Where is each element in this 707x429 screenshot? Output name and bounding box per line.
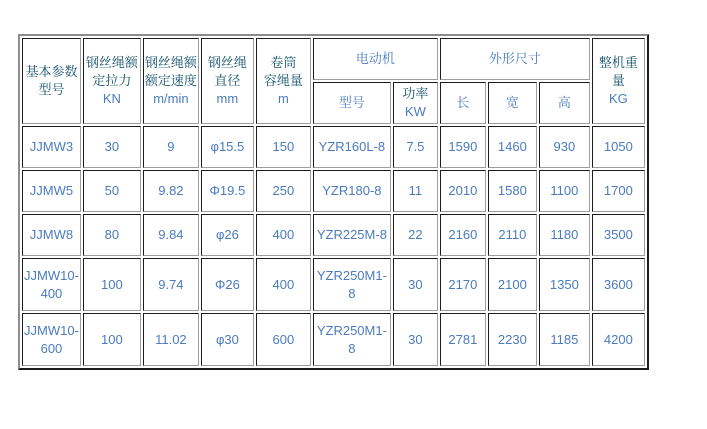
cell-width: 2110 xyxy=(488,214,537,256)
cell-speed: 9.82 xyxy=(143,170,199,212)
header-drum-capacity xyxy=(256,38,311,124)
cell-capacity: 150 xyxy=(256,126,311,168)
cell-width: 1580 xyxy=(488,170,537,212)
cell-speed: 11.02 xyxy=(143,313,199,366)
cell-speed: 9.74 xyxy=(143,258,199,311)
table-row xyxy=(22,126,645,168)
cell-motor-model: YZR250M1-8 xyxy=(313,258,391,311)
header-drum-capacity-line2: 容绳量 xyxy=(263,73,303,88)
cell-model: JJMW10-400 xyxy=(22,258,81,311)
header-rope-diameter-unit: mm xyxy=(216,91,239,106)
header-motor-power: 功率KW xyxy=(393,82,438,124)
cell-pull-kn: 100 xyxy=(83,313,141,366)
table-row xyxy=(22,170,645,212)
cell-length: 2160 xyxy=(440,214,486,256)
spec-table xyxy=(18,34,649,370)
header-height: 高 xyxy=(539,82,590,124)
cell-height: 1185 xyxy=(539,313,590,366)
header-rope-pull-line2: 定拉力KN xyxy=(92,73,132,106)
cell-diameter: Φ26 xyxy=(201,258,254,311)
cell-model: JJMW10-600 xyxy=(22,313,81,366)
cell-capacity: 400 xyxy=(256,214,311,256)
header-total-weight xyxy=(592,38,645,124)
header-rope-pull-line1: 钢丝绳额 xyxy=(85,55,138,70)
cell-speed: 9.84 xyxy=(143,214,199,256)
cell-motor-model: YZR160L-8 xyxy=(313,126,391,168)
cell-weight: 1050 xyxy=(592,126,645,168)
cell-height: 1180 xyxy=(539,214,590,256)
cell-pull-kn: 80 xyxy=(83,214,141,256)
table-row xyxy=(22,313,645,366)
cell-diameter: φ30 xyxy=(201,313,254,366)
header-basic-model xyxy=(22,38,81,124)
header-rope-pull xyxy=(83,38,141,124)
cell-capacity: 600 xyxy=(256,313,311,366)
header-rope-speed-line1: 钢丝绳额 xyxy=(144,55,197,70)
cell-capacity: 250 xyxy=(256,170,311,212)
header-rope-diameter-line2: 直径 xyxy=(214,73,241,88)
cell-pull-kn: 100 xyxy=(83,258,141,311)
spec-table-container xyxy=(18,34,649,370)
cell-width: 1460 xyxy=(488,126,537,168)
header-total-weight-unit: KG xyxy=(608,91,628,106)
cell-height: 1350 xyxy=(539,258,590,311)
cell-power-kw: 11 xyxy=(393,170,438,212)
cell-width: 2100 xyxy=(488,258,537,311)
cell-height: 930 xyxy=(539,126,590,168)
header-rope-diameter xyxy=(201,38,254,124)
cell-length: 2170 xyxy=(440,258,486,311)
header-width: 宽 xyxy=(488,82,537,124)
table-row xyxy=(22,214,645,256)
header-total-weight-line1: 整机重量 xyxy=(598,55,638,88)
cell-length: 2010 xyxy=(440,170,486,212)
cell-motor-model: YZR180-8 xyxy=(313,170,391,212)
cell-power-kw: 7.5 xyxy=(393,126,438,168)
cell-weight: 1700 xyxy=(592,170,645,212)
header-basic-model-line1: 基本参数 xyxy=(25,64,78,79)
cell-capacity: 400 xyxy=(256,258,311,311)
cell-model: JJMW5 xyxy=(22,170,81,212)
cell-model: JJMW3 xyxy=(22,126,81,168)
header-rope-diameter-line1: 钢丝绳 xyxy=(207,55,247,70)
cell-power-kw: 30 xyxy=(393,258,438,311)
header-length: 长 xyxy=(440,82,486,124)
cell-diameter: φ15.5 xyxy=(201,126,254,168)
cell-weight: 4200 xyxy=(592,313,645,366)
cell-pull-kn: 50 xyxy=(83,170,141,212)
cell-width: 2230 xyxy=(488,313,537,366)
cell-weight: 3600 xyxy=(592,258,645,311)
table-row xyxy=(22,258,645,311)
cell-model: JJMW8 xyxy=(22,214,81,256)
cell-motor-model: YZR225M-8 xyxy=(313,214,391,256)
header-motor-group: 电动机 xyxy=(313,38,438,80)
cell-diameter: Φ19.5 xyxy=(201,170,254,212)
header-dimensions-group: 外形尺寸 xyxy=(440,38,590,80)
cell-power-kw: 30 xyxy=(393,313,438,366)
cell-weight: 3500 xyxy=(592,214,645,256)
header-rope-speed-line2: 额定速度 xyxy=(144,73,197,88)
header-basic-model-line2: 型号 xyxy=(38,82,65,97)
cell-power-kw: 22 xyxy=(393,214,438,256)
cell-height: 1100 xyxy=(539,170,590,212)
cell-length: 2781 xyxy=(440,313,486,366)
cell-speed: 9 xyxy=(143,126,199,168)
cell-motor-model: YZR250M1-8 xyxy=(313,313,391,366)
header-rope-speed xyxy=(143,38,199,124)
cell-length: 1590 xyxy=(440,126,486,168)
header-drum-capacity-line1: 卷筒 xyxy=(270,55,297,70)
header-drum-capacity-unit: m xyxy=(277,91,289,106)
cell-pull-kn: 30 xyxy=(83,126,141,168)
header-row-1 xyxy=(22,38,645,80)
header-rope-speed-unit: m/min xyxy=(153,91,189,106)
cell-diameter: φ26 xyxy=(201,214,254,256)
header-motor-model: 型号 xyxy=(313,82,391,124)
